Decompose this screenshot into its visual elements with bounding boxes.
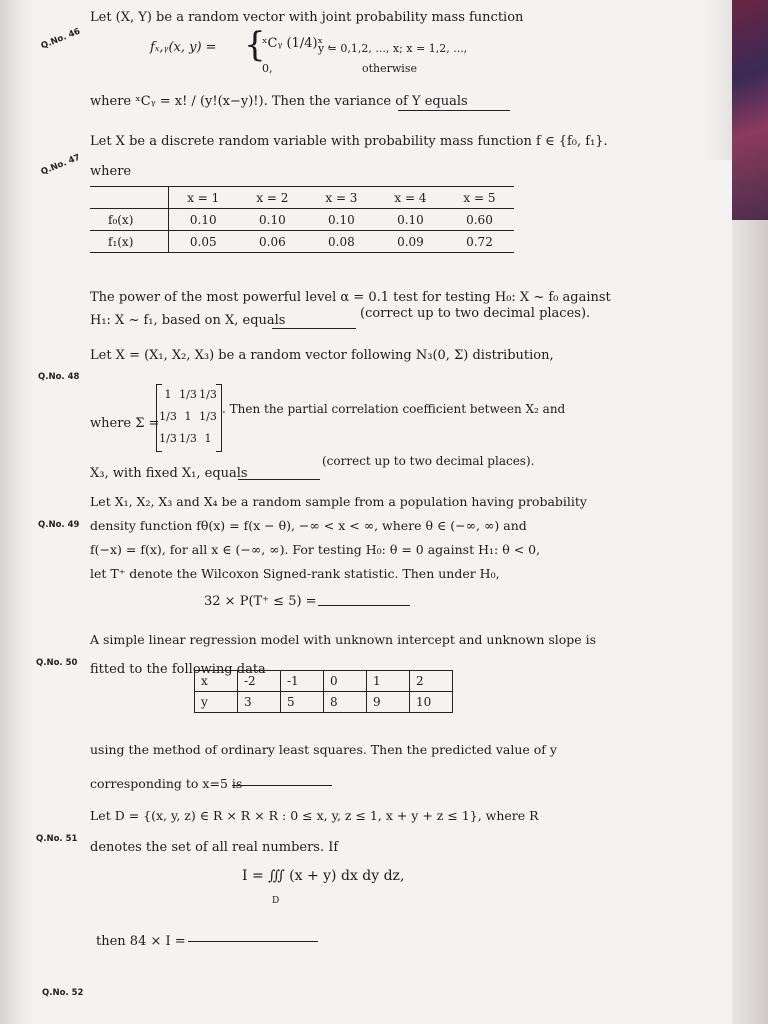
matrix-cell: 1/3 — [199, 388, 217, 401]
question-number: Q.No. 49 — [38, 520, 80, 530]
table-row — [195, 692, 453, 713]
table-cell — [90, 187, 168, 209]
brace: { — [244, 25, 266, 65]
q51-line1: Let D = {(x, y, z) ∈ R × R × R : 0 ≤ x, y, z ≤ 1, x + y + z ≤ 1}, where R — [90, 808, 539, 823]
pmf-table — [90, 186, 514, 253]
matrix-cell: 1/3 — [199, 410, 217, 423]
table-cell: x = 5 — [445, 187, 514, 209]
page-shadow — [704, 0, 732, 160]
q49-line4: let T⁺ denote the Wilcoxon Signed-rank statistic. Then under H₀, — [90, 566, 500, 581]
q51-integral-sub: D — [272, 896, 280, 906]
table-cell: 0.10 — [376, 209, 445, 231]
q50-line4: corresponding to x=5 is — [90, 776, 243, 791]
table-cell: 1 — [367, 671, 410, 692]
q50-line2: fitted to the following data — [90, 662, 266, 677]
q48-where: where Σ = — [90, 416, 160, 431]
table-row — [90, 231, 514, 253]
answer-blank — [398, 109, 510, 111]
table-cell: 5 — [281, 692, 324, 713]
q49-line3: f(−x) = f(x), for all x ∈ (−∞, ∞). For testing H₀: θ = 0 against H₁: θ < 0, — [90, 542, 541, 557]
question-number: Q.No. 52 — [42, 988, 84, 998]
q49-line1: Let X₁, X₂, X₃ and X₄ be a random sample from a population having probability — [90, 494, 587, 509]
table-cell: x = 4 — [376, 187, 445, 209]
table-row — [90, 209, 514, 231]
table-cell: 9 — [367, 692, 410, 713]
q46-intro: Let (X, Y) be a random vector with joint probability mass function — [90, 10, 524, 25]
table-cell: 0.08 — [328, 234, 355, 249]
table-cell: 0 — [324, 671, 367, 692]
table-cell: 0.10 — [307, 209, 376, 231]
q49-line2: density function fθ(x) = f(x − θ), −∞ < x < ∞, where θ ∈ (−∞, ∞) and — [90, 518, 527, 533]
table-cell: f₀(x) — [90, 209, 168, 231]
question-number: Q.No. 51 — [36, 834, 78, 844]
page-left-edge — [0, 0, 34, 1024]
table-cell: 0.10 — [168, 209, 238, 231]
q48-after-matrix: . Then the partial correlation coefficient between X₂ and — [222, 402, 566, 416]
table-cell: x = 3 — [307, 187, 376, 209]
q51-line2: denotes the set of all real numbers. If — [90, 840, 339, 855]
q47-line2a: H₁: X ~ f₁, based on X, equals — [90, 313, 286, 328]
table-cell: y — [195, 692, 238, 713]
table-header-row — [90, 187, 514, 209]
table-row — [195, 671, 453, 692]
answer-blank — [318, 604, 410, 606]
answer-blank — [238, 478, 320, 480]
q51-integral: I = ∭ (x + y) dx dy dz, — [242, 868, 405, 884]
question-number: Q.No. 46 — [39, 26, 82, 52]
matrix-cell: 1 — [204, 432, 212, 445]
table-cell: 0.10 — [238, 209, 307, 231]
table-cell: x = 2 — [238, 187, 307, 209]
q48-intro: Let X = (X₁, X₂, X₃) be a random vector following N₃(0, Σ) distribution, — [90, 348, 554, 363]
q50-line3: using the method of ordinary least squares. Then the predicted value of y — [90, 742, 557, 757]
table-cell: 0.05 — [189, 234, 217, 249]
matrix-cell: 1 — [184, 410, 192, 423]
question-number: Q.No. 50 — [36, 658, 78, 668]
answer-blank — [188, 940, 318, 942]
covariance-matrix — [156, 384, 222, 452]
answer-blank — [272, 327, 356, 329]
table-cell: 0.09 — [397, 234, 424, 249]
question-number: Q.No. 47 — [39, 152, 82, 178]
answer-blank — [232, 784, 332, 786]
q49-line5: 32 × P(T⁺ ≤ 5) = — [204, 594, 317, 609]
table-cell: 8 — [324, 692, 367, 713]
q47-line2b: (correct up to two decimal places). — [360, 306, 591, 321]
matrix-cell: 1/3 — [179, 388, 197, 401]
question-number: Q.No. 48 — [38, 372, 80, 382]
table-cell: 0.72 — [466, 234, 493, 249]
q48-line3b: (correct up to two decimal places). — [322, 454, 535, 468]
q47-intro: Let X be a discrete random variable with probability mass function f ∈ {f₀, f₁}. — [90, 134, 608, 149]
matrix-cell: 1/3 — [179, 432, 197, 445]
table-cell: 0.60 — [445, 209, 514, 231]
q47-line1: The power of the most powerful level α = 0.1 test for testing H₀: X ~ f₀ against — [90, 290, 611, 305]
q46-case2-cond: otherwise — [362, 62, 417, 75]
table-cell: -1 — [281, 671, 324, 692]
q46-case1-cond: y = 0,1,2, ..., x; x = 1,2, ..., — [318, 42, 468, 55]
q48-line3a: X₃, with fixed X₁, equals — [90, 466, 248, 481]
table-cell: x — [195, 671, 238, 692]
background-fabric — [732, 0, 768, 220]
q46-case1-expr: ˣCᵧ (1/4)ˣ , — [262, 36, 332, 51]
table-cell: x = 1 — [168, 187, 238, 209]
table-cell: 0.06 — [259, 234, 286, 249]
matrix-cell: 1 — [164, 388, 172, 401]
q46-pmf-lhs: fₓ,ᵧ(x, y) = — [150, 40, 217, 55]
table-cell: 3 — [238, 692, 281, 713]
q46-where-text: where ˣCᵧ = x! / (y!(x−y)!). Then the variance of Y equals — [90, 94, 468, 109]
q51-line3: then 84 × I = — [96, 934, 186, 949]
table-cell: 2 — [410, 671, 453, 692]
q46-case2-expr: 0, — [262, 62, 273, 75]
matrix-cell: 1/3 — [159, 432, 177, 445]
q47-where: where — [90, 164, 132, 179]
table-cell: -2 — [238, 671, 281, 692]
table-cell: f₁(x) — [90, 231, 168, 253]
table-cell: 10 — [410, 692, 453, 713]
regression-data-table — [194, 670, 453, 713]
q50-line1: A simple linear regression model with unknown intercept and unknown slope is — [90, 632, 597, 647]
matrix-cell: 1/3 — [159, 410, 177, 423]
